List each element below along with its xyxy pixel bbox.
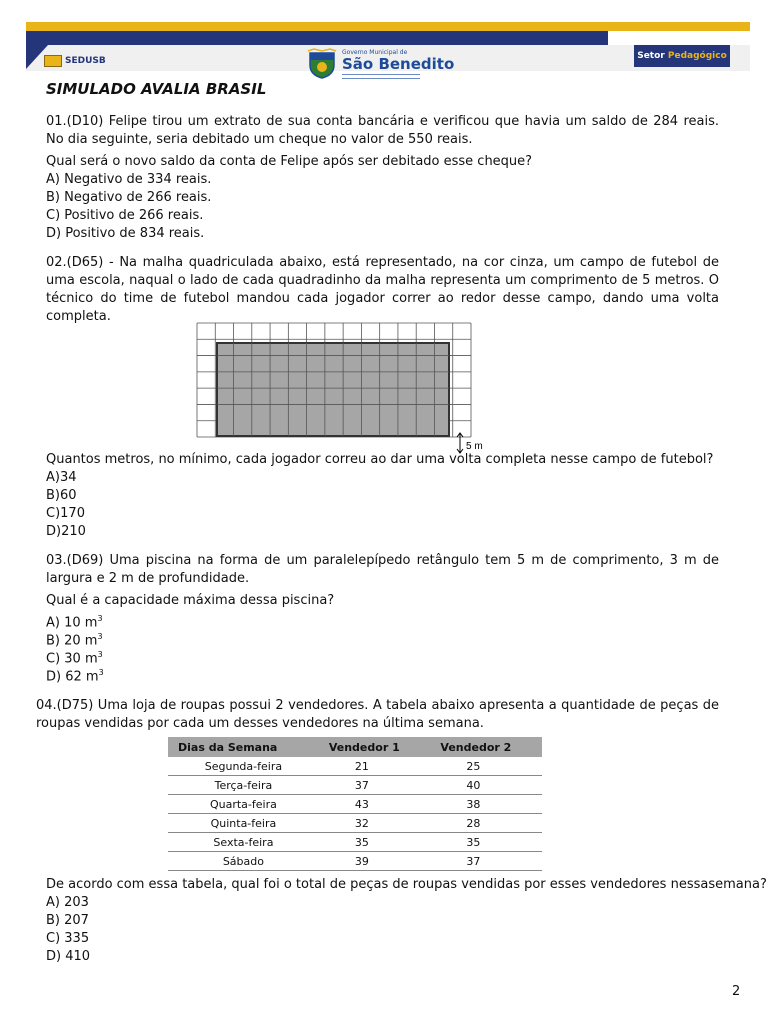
- table-row: [168, 852, 542, 871]
- table-cell: Quinta-feira: [168, 814, 319, 833]
- municipality-logo-text: Governo Municipal de São Benedito: [342, 49, 454, 79]
- q2-option-a: A)34: [46, 470, 77, 485]
- municipal-crest-icon: [306, 47, 338, 79]
- q4-question: De acordo com essa tabela, qual foi o total de peças de roupas vendidas por esses vendedores nessasemana?: [46, 877, 767, 892]
- table-header-row: [168, 737, 542, 757]
- q2-option-b: B)60: [46, 488, 77, 503]
- q4-statement: 04.(D75) Uma loja de roupas possui 2 vendedores. A tabela abaixo apresenta a quantidade de peças de roupas vendidas por cada um desses vendedores na última semana.: [36, 698, 719, 731]
- setor-pedagogico-badge: Setor Pedagógico: [634, 45, 730, 67]
- q3-option-c: C) 30 $m^3$: [46, 650, 103, 667]
- table-cell: 40: [430, 776, 542, 795]
- table-cell: 35: [430, 833, 542, 852]
- table-cell: Terça-feira: [168, 776, 319, 795]
- table-row: [168, 757, 542, 776]
- q3-option-d: D) 62 $m^3$: [46, 668, 104, 685]
- table-header: Dias da Semana: [168, 737, 319, 757]
- q1-statement: 01.(D10) Felipe tirou um extrato de sua conta bancária e verificou que havia um saldo de 284 reais. No dia seguinte, seria debitado um cheque no valor de 550 reais.: [46, 114, 719, 147]
- table-cell: 32: [319, 814, 431, 833]
- table-header: Vendedor 2: [430, 737, 542, 757]
- table-row: [168, 814, 542, 833]
- table-cell: 39: [319, 852, 431, 871]
- scale-label: 5 m: [466, 441, 483, 452]
- page-number: 2: [732, 984, 741, 999]
- table-cell: Segunda-feira: [168, 757, 319, 776]
- football-field-grid: [196, 322, 498, 455]
- q4-option-d: D) 410: [46, 949, 91, 964]
- table-row: [168, 795, 542, 814]
- table-cell: 25: [430, 757, 542, 776]
- q3-question: Qual é a capacidade máxima dessa piscina?: [46, 593, 335, 608]
- q3-statement: 03.(D69) Uma piscina na forma de um paralelepípedo retângulo tem 5 m de comprimento, 3 m de largura e 2 m de profundidade.: [46, 553, 719, 586]
- table-cell: Sábado: [168, 852, 319, 871]
- q1-option-b: B) Negativo de 266 reais.: [46, 190, 212, 205]
- table-cell: 28: [430, 814, 542, 833]
- table-row: [168, 776, 542, 795]
- table-cell: Sexta-feira: [168, 833, 319, 852]
- table-cell: Quarta-feira: [168, 795, 319, 814]
- table-cell: 21: [319, 757, 431, 776]
- table-cell: 43: [319, 795, 431, 814]
- page-title: SIMULADO AVALIA BRASIL: [46, 80, 267, 98]
- table-header: Vendedor 1: [319, 737, 431, 757]
- q2-question: Quantos metros, no mínimo, cada jogador correu ao dar uma volta completa nesse campo de futebol?: [46, 452, 714, 467]
- q1-option-c: C) Positivo de 266 reais.: [46, 208, 204, 223]
- table-row: [168, 833, 542, 852]
- q1-option-a: A) Negativo de 334 reais.: [46, 172, 212, 187]
- header-navy-bar: [26, 31, 608, 45]
- q2-option-c: C)170: [46, 506, 85, 521]
- q2-option-d: D)210: [46, 524, 86, 539]
- header-yellow-bar: [26, 22, 750, 31]
- table-cell: 35: [319, 833, 431, 852]
- q1-option-d: D) Positivo de 834 reais.: [46, 226, 205, 241]
- q4-option-c: C) 335: [46, 931, 90, 946]
- q4-option-a: A) 203: [46, 895, 89, 910]
- logo-subtitle-lines: [342, 74, 420, 79]
- sales-table: [168, 737, 542, 871]
- sedusb-badge-icon: [44, 55, 62, 67]
- table-cell: 37: [319, 776, 431, 795]
- q4-option-b: B) 207: [46, 913, 89, 928]
- table-cell: 37: [430, 852, 542, 871]
- q1-question: Qual será o novo saldo da conta de Felipe após ser debitado esse cheque?: [46, 154, 533, 169]
- q2-statement: 02.(D65) - Na malha quadriculada abaixo, está representado, na cor cinza, um campo de futebol de uma escola, naqual o lado de cada quadradinho da malha representa um comprimento de 5 metros. O técnico do time de futebol mandou cada jogador correr ao redor desse campo, dando uma volta completa.: [46, 255, 719, 324]
- q3-option-a: A) 10 $m^3$: [46, 614, 103, 631]
- table-cell: 38: [430, 795, 542, 814]
- sedusb-logo: SEDUSB: [44, 55, 106, 67]
- q3-option-b: B) 20 $m^3$: [46, 632, 103, 649]
